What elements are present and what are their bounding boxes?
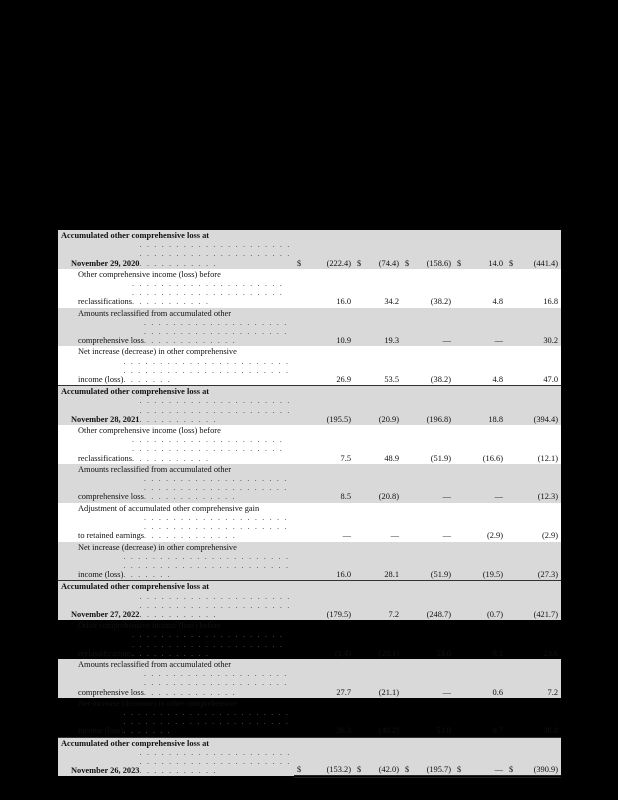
currency-symbol [454,659,466,698]
row-label-line2: November 26, 2023 [71,766,140,776]
leader-dots [132,630,290,658]
row-label-line1: Net increase (decrease) in other comprehensive [78,698,237,708]
currency-symbol [402,698,414,737]
currency-symbol [402,659,414,698]
cell-value: — [414,659,454,698]
cell-value: 26.3 [308,698,354,737]
table-row [58,464,561,503]
currency-symbol [354,581,366,620]
row-label [58,542,294,581]
currency-symbol [506,425,518,464]
cell-value: 53.0 [436,648,451,658]
row-label-line1: Amounts reclassified from accumulated other [78,464,232,474]
currency-symbol [294,346,308,385]
currency-symbol: $ [294,230,308,269]
currency-symbol: $ [402,230,414,269]
cell-value: 16.0 [308,542,354,581]
leader-dots [139,748,294,776]
currency-symbol [402,503,414,542]
cell-value: — [466,464,506,503]
cell-value: 16.0 [336,297,351,307]
currency-symbol [454,464,466,503]
cell-value: (51.9) [430,453,451,463]
row-label [58,269,294,308]
table-row [58,269,561,308]
row-label [58,620,294,659]
row-label-line1: Net increase (decrease) in other comprehensive [78,347,237,357]
currency-symbol [506,698,518,737]
currency-symbol [506,503,518,542]
cell-value: (16.6) [482,453,503,463]
currency-symbol [402,620,414,659]
table-row [58,659,561,698]
currency-symbol [354,620,366,659]
row-label-line2: income (loss) [78,570,124,580]
cell-value: (153.2) [308,737,354,776]
row-label-line1: Accumulated other comprehensive loss at [61,582,210,592]
currency-symbol [402,542,414,581]
cell-value: 23.6 [543,648,558,658]
currency-symbol [402,346,414,385]
row-label [58,346,294,385]
currency-symbol [454,346,466,385]
cell-value: (1.4) [334,648,351,658]
currency-symbol [354,386,366,425]
cell-value: 47.0 [518,346,561,385]
currency-symbol [294,698,308,737]
row-label-line2: income (loss) [78,726,124,736]
currency-symbol: $ [454,230,466,269]
currency-symbol [354,269,366,308]
cell-value: 4.8 [466,346,506,385]
currency-symbol: $ [454,737,466,776]
currency-symbol [354,308,366,347]
cell-value: 0.6 [466,659,506,698]
row-label-line2: November 28, 2021 [71,414,140,424]
leader-dots [132,435,290,463]
row-label [58,386,294,425]
cell-value: 26.9 [308,346,354,385]
currency-symbol [506,581,518,620]
cell-value: (195.5) [308,386,354,425]
cell-value: — [342,531,351,541]
currency-symbol [506,386,518,425]
row-label-line2: income (loss) [78,375,124,385]
currency-symbol [294,464,308,503]
cell-value: 28.1 [366,542,402,581]
cell-value: (38.2) [414,346,454,385]
leader-dots [144,513,290,541]
leader-dots [139,240,294,268]
cell-value: 7.5 [340,453,351,463]
cell-value: (2.9) [486,531,503,541]
cell-value: 0.7 [466,698,506,737]
cell-value: (12.3) [518,464,561,503]
cell-value: 53.5 [366,346,402,385]
cell-value: 16.8 [543,297,558,307]
aoci-table-card [58,230,561,776]
currency-symbol [294,659,308,698]
currency-symbol [294,425,308,464]
currency-symbol [402,425,414,464]
leader-dots [139,592,294,620]
currency-symbol [506,620,518,659]
currency-symbol [294,620,308,659]
cell-value: 34.2 [384,297,399,307]
leader-dots [144,474,290,502]
cell-value: — [414,308,454,347]
row-label [58,698,294,737]
currency-symbol [402,464,414,503]
currency-symbol [454,503,466,542]
row-label-line2: November 29, 2020 [71,258,140,268]
table-row [58,620,561,659]
cell-value: (28.1) [378,648,399,658]
currency-symbol: $ [506,737,518,776]
row-label [58,503,294,542]
row-label-line1: Adjustment of accumulated other comprehensive gain [78,503,260,513]
currency-symbol: $ [402,737,414,776]
cell-value: 7.2 [366,581,402,620]
row-label-line1: Other comprehensive income (loss) before [78,269,221,279]
cell-value: 0.1 [492,648,503,658]
table-row [58,425,561,464]
cell-value: (12.1) [537,453,558,463]
table-row [58,308,561,347]
row-label-line2: reclassifications [78,297,132,307]
cell-value: (222.4) [308,230,354,269]
row-label-line1: Other comprehensive income (loss) before [78,621,221,631]
currency-symbol [354,425,366,464]
cell-value: (2.9) [541,531,558,541]
currency-symbol [354,503,366,542]
aoci-table [58,230,561,778]
cell-value: 8.5 [308,464,354,503]
cell-value: (19.5) [466,542,506,581]
leader-dots [123,357,290,385]
currency-symbol: $ [354,737,366,776]
cell-value: 4.8 [492,297,503,307]
cell-value: (0.7) [466,581,506,620]
cell-value: 14.0 [466,230,506,269]
row-label [58,230,294,269]
balance-row [58,386,561,425]
row-label [58,425,294,464]
cell-value: 48.9 [384,453,399,463]
row-label-line1: Amounts reclassified from accumulated other [78,308,232,318]
currency-symbol [506,464,518,503]
leader-dots [144,669,290,697]
cell-value: (20.9) [366,386,402,425]
row-label-line2: reclassifications [78,453,132,463]
cell-value: (158.6) [414,230,454,269]
cell-value: (195.7) [414,737,454,776]
cell-value: (20.8) [366,464,402,503]
currency-symbol [294,542,308,581]
leader-dots [139,396,294,424]
row-label-line2: to retained earnings [78,531,145,541]
row-label [58,659,294,698]
currency-symbol [454,425,466,464]
row-label-line2: November 27, 2022 [71,609,140,619]
cell-value: (441.4) [518,230,561,269]
row-label [58,737,294,776]
cell-value: (248.7) [414,581,454,620]
currency-symbol [454,698,466,737]
row-label-line2: comprehensive loss [78,687,144,697]
cell-value: (179.5) [308,581,354,620]
currency-symbol [454,308,466,347]
table-body [58,230,561,776]
cell-value: 7.2 [518,659,561,698]
currency-symbol [506,269,518,308]
cell-value: — [466,308,506,347]
cell-value: (42.0) [366,737,402,776]
row-label-line1: Net increase (decrease) in other comprehensive [78,542,237,552]
currency-symbol [506,542,518,581]
row-label-line1: Amounts reclassified from accumulated other [78,659,232,669]
row-label-line1: Accumulated other comprehensive loss at [61,738,210,748]
cell-value: 18.8 [466,386,506,425]
balance-row [58,737,561,776]
row-label [58,308,294,347]
table-row [58,698,561,737]
currency-symbol [506,308,518,347]
currency-symbol [402,386,414,425]
leader-dots [123,708,290,736]
cell-value: (49.2) [366,698,402,737]
table-row [58,346,561,385]
cell-value: — [466,737,506,776]
row-label-line2: comprehensive loss [78,492,144,502]
cell-value: (74.4) [366,230,402,269]
currency-symbol [454,386,466,425]
balance-row [58,581,561,620]
leader-dots [123,552,290,580]
currency-symbol [454,542,466,581]
currency-symbol [354,542,366,581]
currency-symbol [454,620,466,659]
row-label-line2: reclassifications [78,648,132,658]
cell-value: (196.8) [414,386,454,425]
currency-symbol: $ [354,230,366,269]
currency-symbol [506,659,518,698]
cell-value: — [442,531,451,541]
cell-value: 27.7 [308,659,354,698]
row-label [58,581,294,620]
row-label-line1: Other comprehensive income (loss) before [78,426,221,436]
currency-symbol [354,346,366,385]
cell-value: (421.7) [518,581,561,620]
currency-symbol [294,503,308,542]
cell-value: — [414,464,454,503]
cell-value: 30.2 [518,308,561,347]
currency-symbol [354,464,366,503]
row-label [58,464,294,503]
table-row [58,503,561,542]
cell-value: 30.8 [518,698,561,737]
cell-value: (394.4) [518,386,561,425]
currency-symbol [294,581,308,620]
currency-symbol [454,581,466,620]
currency-symbol [294,308,308,347]
balance-row [58,230,561,269]
table-row [58,542,561,581]
currency-symbol [294,269,308,308]
leader-dots [132,279,290,307]
cell-value: (38.2) [430,297,451,307]
cell-value: — [390,531,399,541]
currency-symbol [294,386,308,425]
row-label-line1: Accumulated other comprehensive loss at [61,231,210,240]
cell-value: 10.9 [308,308,354,347]
row-label-line1: Accumulated other comprehensive loss at [61,387,210,397]
currency-symbol: $ [294,737,308,776]
cell-value: 19.3 [366,308,402,347]
leader-dots [144,318,290,346]
row-label-line2: comprehensive loss [78,336,144,346]
cell-value: 53.0 [414,698,454,737]
currency-symbol [354,698,366,737]
cell-value: (390.9) [518,737,561,776]
currency-symbol [506,346,518,385]
currency-symbol [454,269,466,308]
cell-value: (27.3) [518,542,561,581]
currency-symbol [402,269,414,308]
cell-value: (21.1) [366,659,402,698]
currency-symbol [402,308,414,347]
currency-symbol [402,581,414,620]
currency-symbol [354,659,366,698]
cell-value: (51.9) [414,542,454,581]
currency-symbol: $ [506,230,518,269]
